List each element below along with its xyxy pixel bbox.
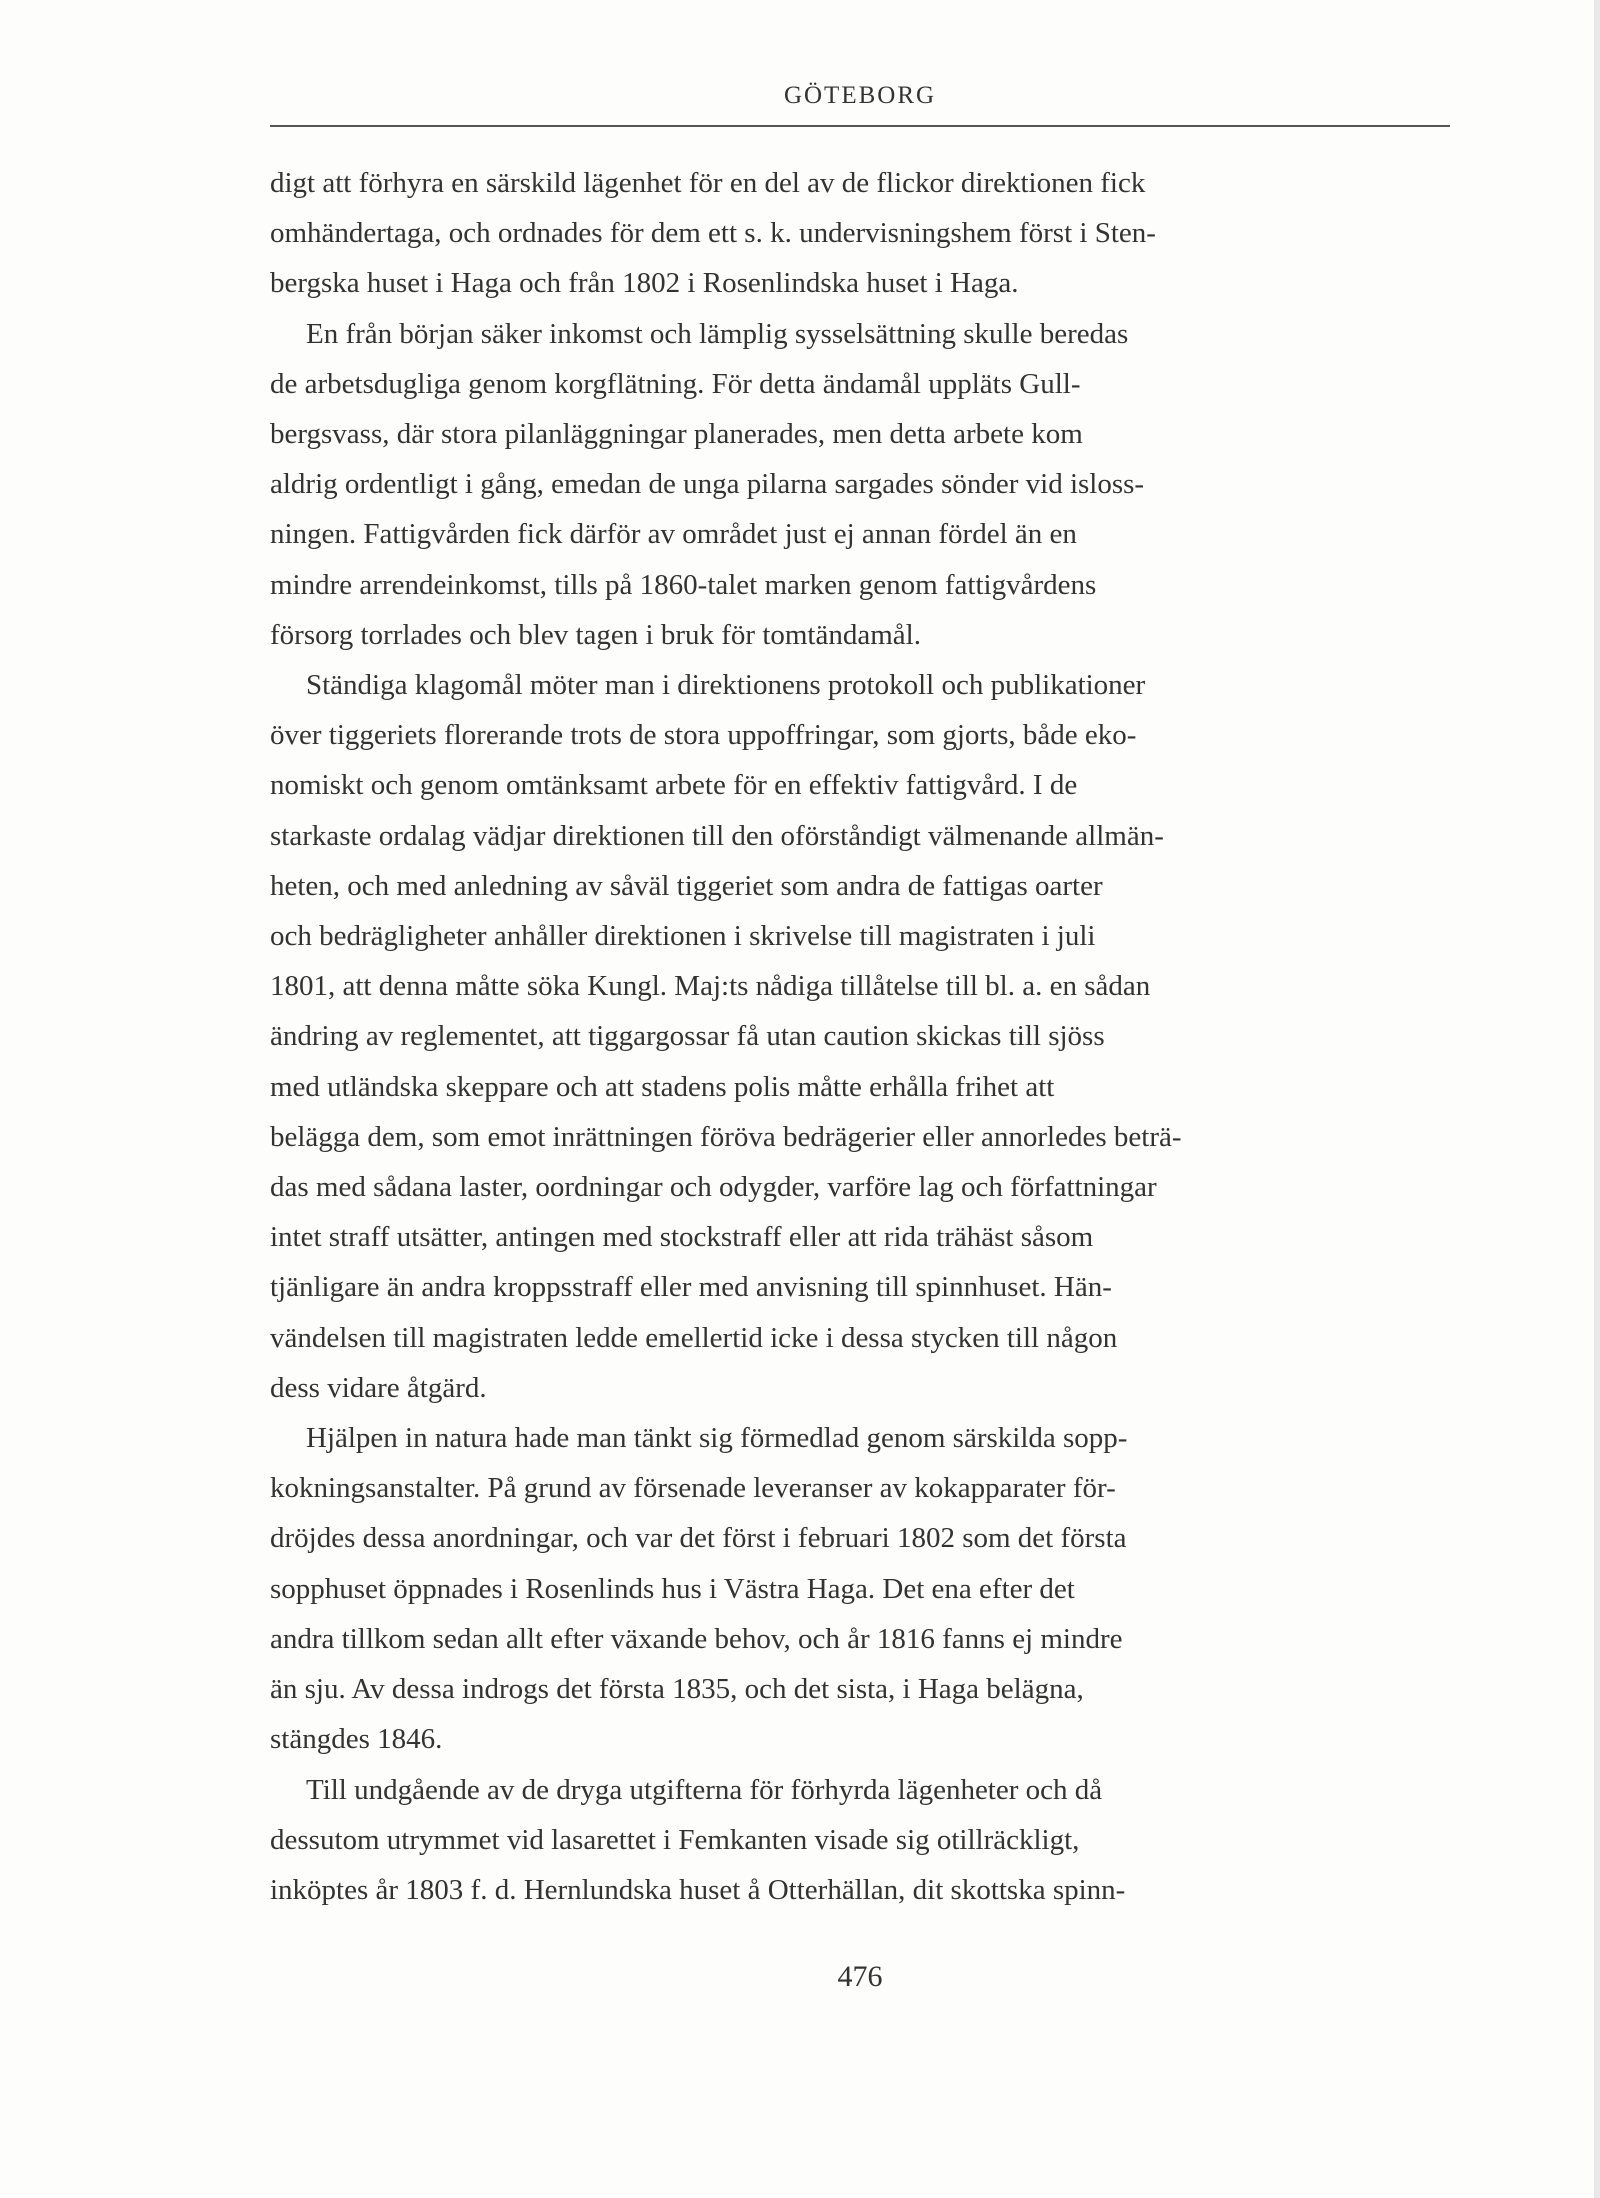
text-line: och bedrägligheter anhåller direktionen i skrivelse till magistraten i juli: [270, 920, 1096, 953]
text-line: intet straff utsätter, antingen med stockstraff eller att rida trähäst såsom: [270, 1221, 1094, 1254]
text-line: nomiskt och genom omtänksamt arbete för en effektiv fattigvård. I de: [270, 769, 1078, 802]
body-text: [270, 158, 1480, 1915]
text-line: bergsvass, där stora pilanläggningar planerades, men detta arbete kom: [270, 418, 1083, 451]
text-line: sopphuset öppnades i Rosenlinds hus i Västra Haga. Det ena efter det: [270, 1572, 1075, 1605]
text-line: digt att förhyra en särskild lägenhet för en del av de flickor direktionen fick: [270, 167, 1146, 199]
text-line: med utländska skeppare och att stadens polis måtte erhålla frihet att: [270, 1070, 1055, 1103]
text-line: heten, och med anledning av såväl tiggeriet som andra de fattigas oarter: [270, 869, 1103, 902]
running-title: GÖTEBORG: [783, 82, 937, 109]
text-line: belägga dem, som emot inrättningen föröva bedrägerier eller annorledes beträ-: [270, 1120, 1182, 1153]
paragraph-start-line: Till undgående av de dryga utgifterna för förhyrda lägenheter och då: [306, 1773, 1103, 1806]
text-line: över tiggeriets florerande trots de stora uppoffringar, som gjorts, både eko-: [270, 719, 1137, 752]
text-line: stängdes 1846.: [270, 1723, 443, 1756]
text-line: 1801, att denna måtte söka Kungl. Maj:ts nådiga tillåtelse till bl. a. en sådan: [270, 970, 1151, 1003]
text-line: starkaste ordalag vädjar direktionen till den oförståndigt välmenande allmän-: [270, 819, 1164, 852]
text-line: dessutom utrymmet vid lasarettet i Femkanten visade sig otillräckligt,: [270, 1823, 1080, 1856]
text-line: aldrig ordentligt i gång, emedan de unga pilarna sargades sönder vid isloss-: [270, 468, 1145, 501]
text-line: bergska huset i Haga och från 1802 i Rosenlindska huset i Haga.: [270, 267, 1019, 300]
text-line: de arbetsdugliga genom korgflätning. För detta ändamål uppläts Gull-: [270, 367, 1081, 400]
text-line: ningen. Fattigvården fick därför av området just ej annan fördel än en: [270, 518, 1077, 551]
text-line: inköptes år 1803 f. d. Hernlundska huset å Otterhällan, dit skottska spinn-: [270, 1873, 1126, 1906]
text-line: vändelsen till magistraten ledde emellertid icke i dessa stycken till någon: [270, 1321, 1118, 1354]
paragraph-start-line: En från början säker inkomst och lämplig sysselsättning skulle beredas: [306, 317, 1129, 350]
paragraph-start-line: Ständiga klagomål möter man i direktionens protokoll och publikationer: [306, 669, 1146, 702]
text-line: dess vidare åtgärd.: [270, 1371, 487, 1404]
text-line: dröjdes dessa anordningar, och var det först i februari 1802 som det första: [270, 1522, 1127, 1555]
text-line: försorg torrlades och blev tagen i bruk för tomtändamål.: [270, 618, 921, 651]
page-number: 476: [837, 1960, 883, 1993]
paragraph-start-line: Hjälpen in natura hade man tänkt sig förmedlad genom särskilda sopp-: [306, 1422, 1128, 1455]
header-rule: [270, 125, 1450, 127]
text-line: andra tillkom sedan allt efter växande behov, och år 1816 fanns ej mindre: [270, 1622, 1123, 1655]
text-line: tjänligare än andra kroppsstraff eller med anvisning till spinnhuset. Hän-: [270, 1271, 1112, 1304]
text-line: omhändertaga, och ordnades för dem ett s. k. undervisningshem först i Sten-: [270, 217, 1156, 250]
text-line: kokningsanstalter. På grund av försenade leveranser av kokapparater för-: [270, 1472, 1116, 1505]
page-edge: [1594, 0, 1600, 2198]
text-line: mindre arrendeinkomst, tills på 1860-talet marken genom fattigvårdens: [270, 568, 1097, 601]
text-line: än sju. Av dessa indrogs det första 1835, och det sista, i Haga belägna,: [270, 1673, 1084, 1706]
text-line: das med sådana laster, oordningar och odygder, varföre lag och författningar: [270, 1171, 1157, 1204]
text-line: ändring av reglementet, att tiggargossar få utan caution skickas till sjöss: [270, 1020, 1105, 1053]
